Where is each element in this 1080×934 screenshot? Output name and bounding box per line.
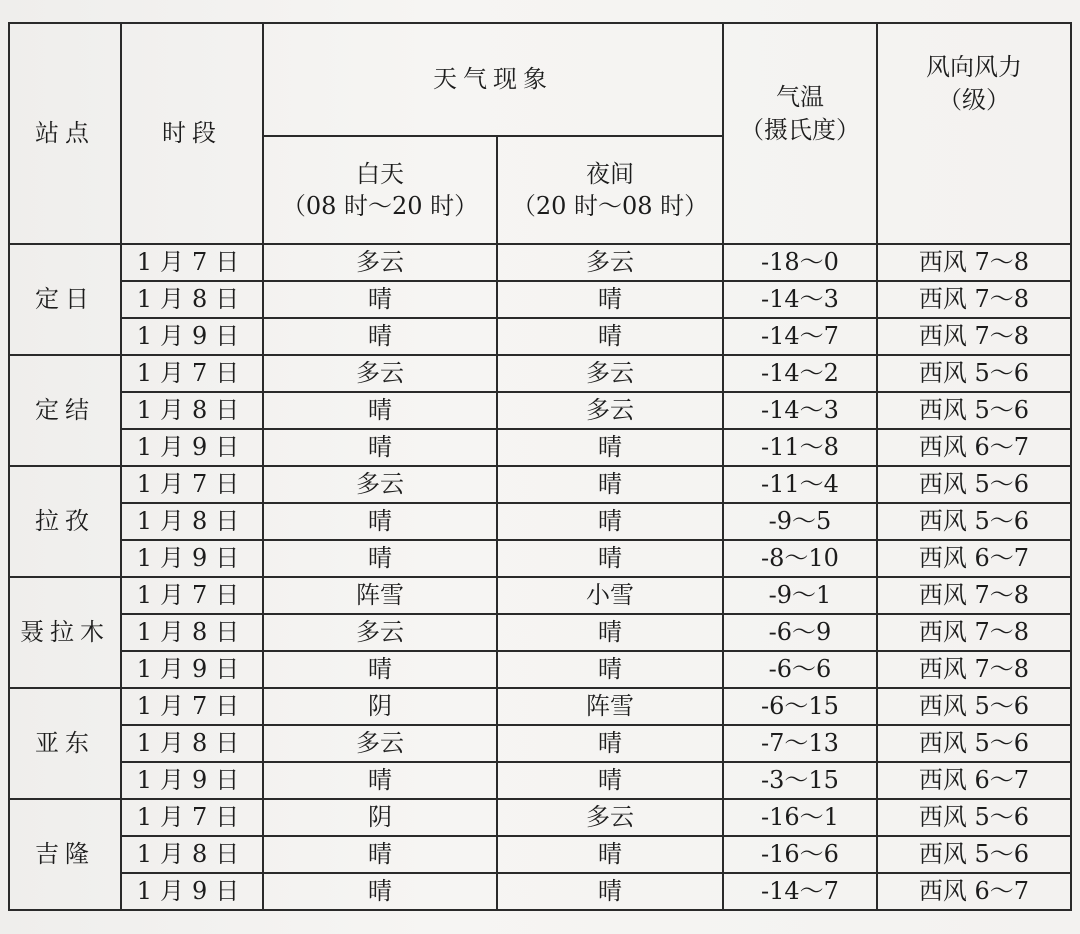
header-station: 站点 — [9, 23, 121, 244]
day-weather-cell: 多云 — [263, 244, 497, 281]
day-weather-cell: 多云 — [263, 614, 497, 651]
date-cell: 1月7日 — [121, 688, 263, 725]
date-cell: 1月8日 — [121, 392, 263, 429]
date-cell: 1月9日 — [121, 873, 263, 910]
day-weather-cell: 晴 — [263, 762, 497, 799]
header-period: 时段 — [121, 23, 263, 244]
header-night — [497, 136, 723, 244]
temperature-cell: -6～15 — [723, 688, 877, 725]
header-wind — [877, 23, 1071, 244]
date-cell: 1月8日 — [121, 614, 263, 651]
day-weather-cell: 阴 — [263, 688, 497, 725]
day-weather-cell: 多云 — [263, 725, 497, 762]
night-weather-cell: 晴 — [497, 540, 723, 577]
day-weather-cell: 晴 — [263, 392, 497, 429]
temperature-cell: -14～2 — [723, 355, 877, 392]
temperature-cell: -11～8 — [723, 429, 877, 466]
table-row — [9, 429, 1071, 466]
night-weather-cell: 晴 — [497, 503, 723, 540]
temperature-cell: -9～5 — [723, 503, 877, 540]
date-cell: 1月8日 — [121, 725, 263, 762]
night-weather-cell: 晴 — [497, 281, 723, 318]
night-weather-cell: 阵雪 — [497, 688, 723, 725]
day-weather-cell: 晴 — [263, 651, 497, 688]
day-weather-cell: 晴 — [263, 281, 497, 318]
table-row — [9, 281, 1071, 318]
night-weather-cell: 晴 — [497, 725, 723, 762]
date-cell: 1月9日 — [121, 762, 263, 799]
wind-cell: 西风 5～6 — [877, 392, 1071, 429]
wind-cell: 西风 7～8 — [877, 318, 1071, 355]
temperature-cell: -6～9 — [723, 614, 877, 651]
night-weather-cell: 晴 — [497, 466, 723, 503]
night-weather-cell: 小雪 — [497, 577, 723, 614]
wind-cell: 西风 5～6 — [877, 466, 1071, 503]
temperature-cell: -16～1 — [723, 799, 877, 836]
temperature-cell: -7～13 — [723, 725, 877, 762]
night-weather-cell: 多云 — [497, 799, 723, 836]
table-row — [9, 614, 1071, 651]
day-weather-cell: 晴 — [263, 540, 497, 577]
temperature-cell: -6～6 — [723, 651, 877, 688]
date-cell: 1月8日 — [121, 281, 263, 318]
wind-cell: 西风 6～7 — [877, 540, 1071, 577]
night-weather-cell: 晴 — [497, 429, 723, 466]
day-weather-cell: 阴 — [263, 799, 497, 836]
night-weather-cell: 晴 — [497, 873, 723, 910]
table-body — [9, 244, 1071, 910]
header-temperature-label: 气温 — [776, 83, 824, 112]
temperature-cell: -9～1 — [723, 577, 877, 614]
temperature-cell: -14～3 — [723, 392, 877, 429]
table-row — [9, 688, 1071, 725]
date-cell: 1月7日 — [121, 466, 263, 503]
date-cell: 1月8日 — [121, 503, 263, 540]
header-wind-unit: （级） — [938, 85, 1010, 114]
table-row — [9, 799, 1071, 836]
temperature-cell: -11～4 — [723, 466, 877, 503]
date-cell: 1月7日 — [121, 799, 263, 836]
table-row — [9, 651, 1071, 688]
station-name-cell: 吉隆 — [9, 799, 121, 910]
wind-cell: 西风 6～7 — [877, 429, 1071, 466]
table-row — [9, 318, 1071, 355]
night-weather-cell: 多云 — [497, 392, 723, 429]
temperature-cell: -3～15 — [723, 762, 877, 799]
temperature-cell: -18～0 — [723, 244, 877, 281]
table-row — [9, 466, 1071, 503]
date-cell: 1月9日 — [121, 651, 263, 688]
night-weather-cell: 晴 — [497, 762, 723, 799]
date-cell: 1月9日 — [121, 429, 263, 466]
header-weather: 天气现象 — [263, 23, 723, 136]
header-temperature — [723, 23, 877, 244]
wind-cell: 西风 5～6 — [877, 725, 1071, 762]
wind-cell: 西风 7～8 — [877, 244, 1071, 281]
table-row — [9, 244, 1071, 281]
temperature-cell: -14～3 — [723, 281, 877, 318]
night-weather-cell: 晴 — [497, 651, 723, 688]
day-weather-cell: 晴 — [263, 318, 497, 355]
day-weather-cell: 晴 — [263, 429, 497, 466]
wind-cell: 西风 5～6 — [877, 688, 1071, 725]
station-name-cell: 亚东 — [9, 688, 121, 799]
table-row — [9, 762, 1071, 799]
day-weather-cell: 晴 — [263, 836, 497, 873]
night-weather-cell: 晴 — [497, 318, 723, 355]
date-cell: 1月9日 — [121, 318, 263, 355]
station-name-cell: 聂拉木 — [9, 577, 121, 688]
station-name-cell: 拉孜 — [9, 466, 121, 577]
wind-cell: 西风 5～6 — [877, 799, 1071, 836]
date-cell: 1月7日 — [121, 577, 263, 614]
wind-cell: 西风 7～8 — [877, 651, 1071, 688]
table-row — [9, 503, 1071, 540]
header-temperature-unit: （摄氏度） — [740, 115, 860, 144]
temperature-cell: -8～10 — [723, 540, 877, 577]
wind-cell: 西风 5～6 — [877, 836, 1071, 873]
day-weather-cell: 多云 — [263, 355, 497, 392]
header-wind-label: 风向风力 — [926, 53, 1022, 82]
table-row — [9, 577, 1071, 614]
day-weather-cell: 多云 — [263, 466, 497, 503]
wind-cell: 西风 7～8 — [877, 614, 1071, 651]
date-cell: 1月8日 — [121, 836, 263, 873]
table-row — [9, 540, 1071, 577]
header-night-label: 夜间 — [586, 159, 634, 188]
day-weather-cell: 晴 — [263, 503, 497, 540]
station-name-cell: 定日 — [9, 244, 121, 355]
table-header — [9, 23, 1071, 244]
temperature-cell: -14～7 — [723, 318, 877, 355]
date-cell: 1月7日 — [121, 244, 263, 281]
wind-cell: 西风 6～7 — [877, 762, 1071, 799]
weather-forecast-table — [8, 22, 1072, 911]
date-cell: 1月9日 — [121, 540, 263, 577]
night-weather-cell: 晴 — [497, 836, 723, 873]
day-weather-cell: 阵雪 — [263, 577, 497, 614]
table-row — [9, 725, 1071, 762]
wind-cell: 西风 5～6 — [877, 503, 1071, 540]
wind-cell: 西风 6～7 — [877, 873, 1071, 910]
temperature-cell: -16～6 — [723, 836, 877, 873]
wind-cell: 西风 5～6 — [877, 355, 1071, 392]
station-name-cell: 定结 — [9, 355, 121, 466]
table-row — [9, 355, 1071, 392]
header-day-hours: （08 时～20 时） — [281, 192, 479, 220]
wind-cell: 西风 7～8 — [877, 281, 1071, 318]
day-weather-cell: 晴 — [263, 873, 497, 910]
header-day — [263, 136, 497, 244]
header-day-label: 白天 — [356, 159, 404, 188]
date-cell: 1月7日 — [121, 355, 263, 392]
night-weather-cell: 晴 — [497, 614, 723, 651]
table-row — [9, 873, 1071, 910]
temperature-cell: -14～7 — [723, 873, 877, 910]
table-row — [9, 836, 1071, 873]
night-weather-cell: 多云 — [497, 355, 723, 392]
night-weather-cell: 多云 — [497, 244, 723, 281]
table-row — [9, 392, 1071, 429]
header-night-hours: （20 时～08 时） — [511, 192, 709, 220]
wind-cell: 西风 7～8 — [877, 577, 1071, 614]
